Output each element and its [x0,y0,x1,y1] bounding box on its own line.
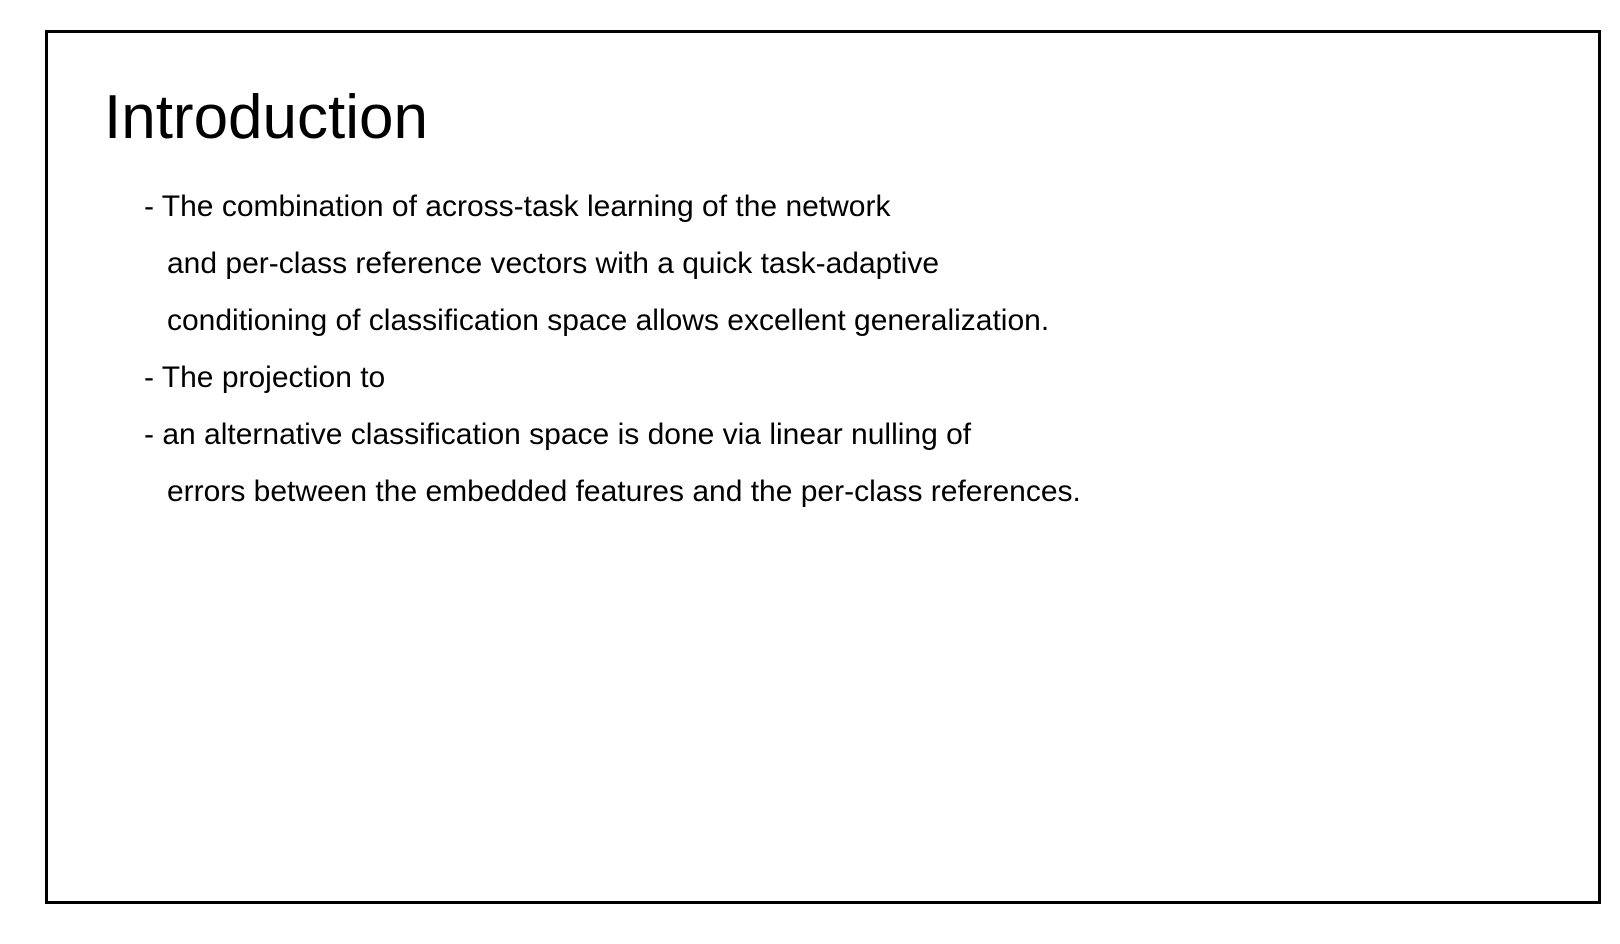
slide-body [144,178,1081,520]
bullet-line: - an alternative classification space is done via linear nulling of [144,418,972,451]
bullet-line: - The combination of across-task learning of the network [144,190,891,223]
bullet-continuation-line: and per-class reference vectors with a quick task-adaptive [167,247,940,280]
bullet-continuation-line: errors between the embedded features and the per-class references. [167,475,1081,508]
bullet-line: - The projection to [144,361,386,394]
bullet-continuation-line: conditioning of classification space allows excellent generalization. [167,304,1050,337]
slide-frame [45,30,1601,904]
slide-title: Introduction [104,83,428,152]
